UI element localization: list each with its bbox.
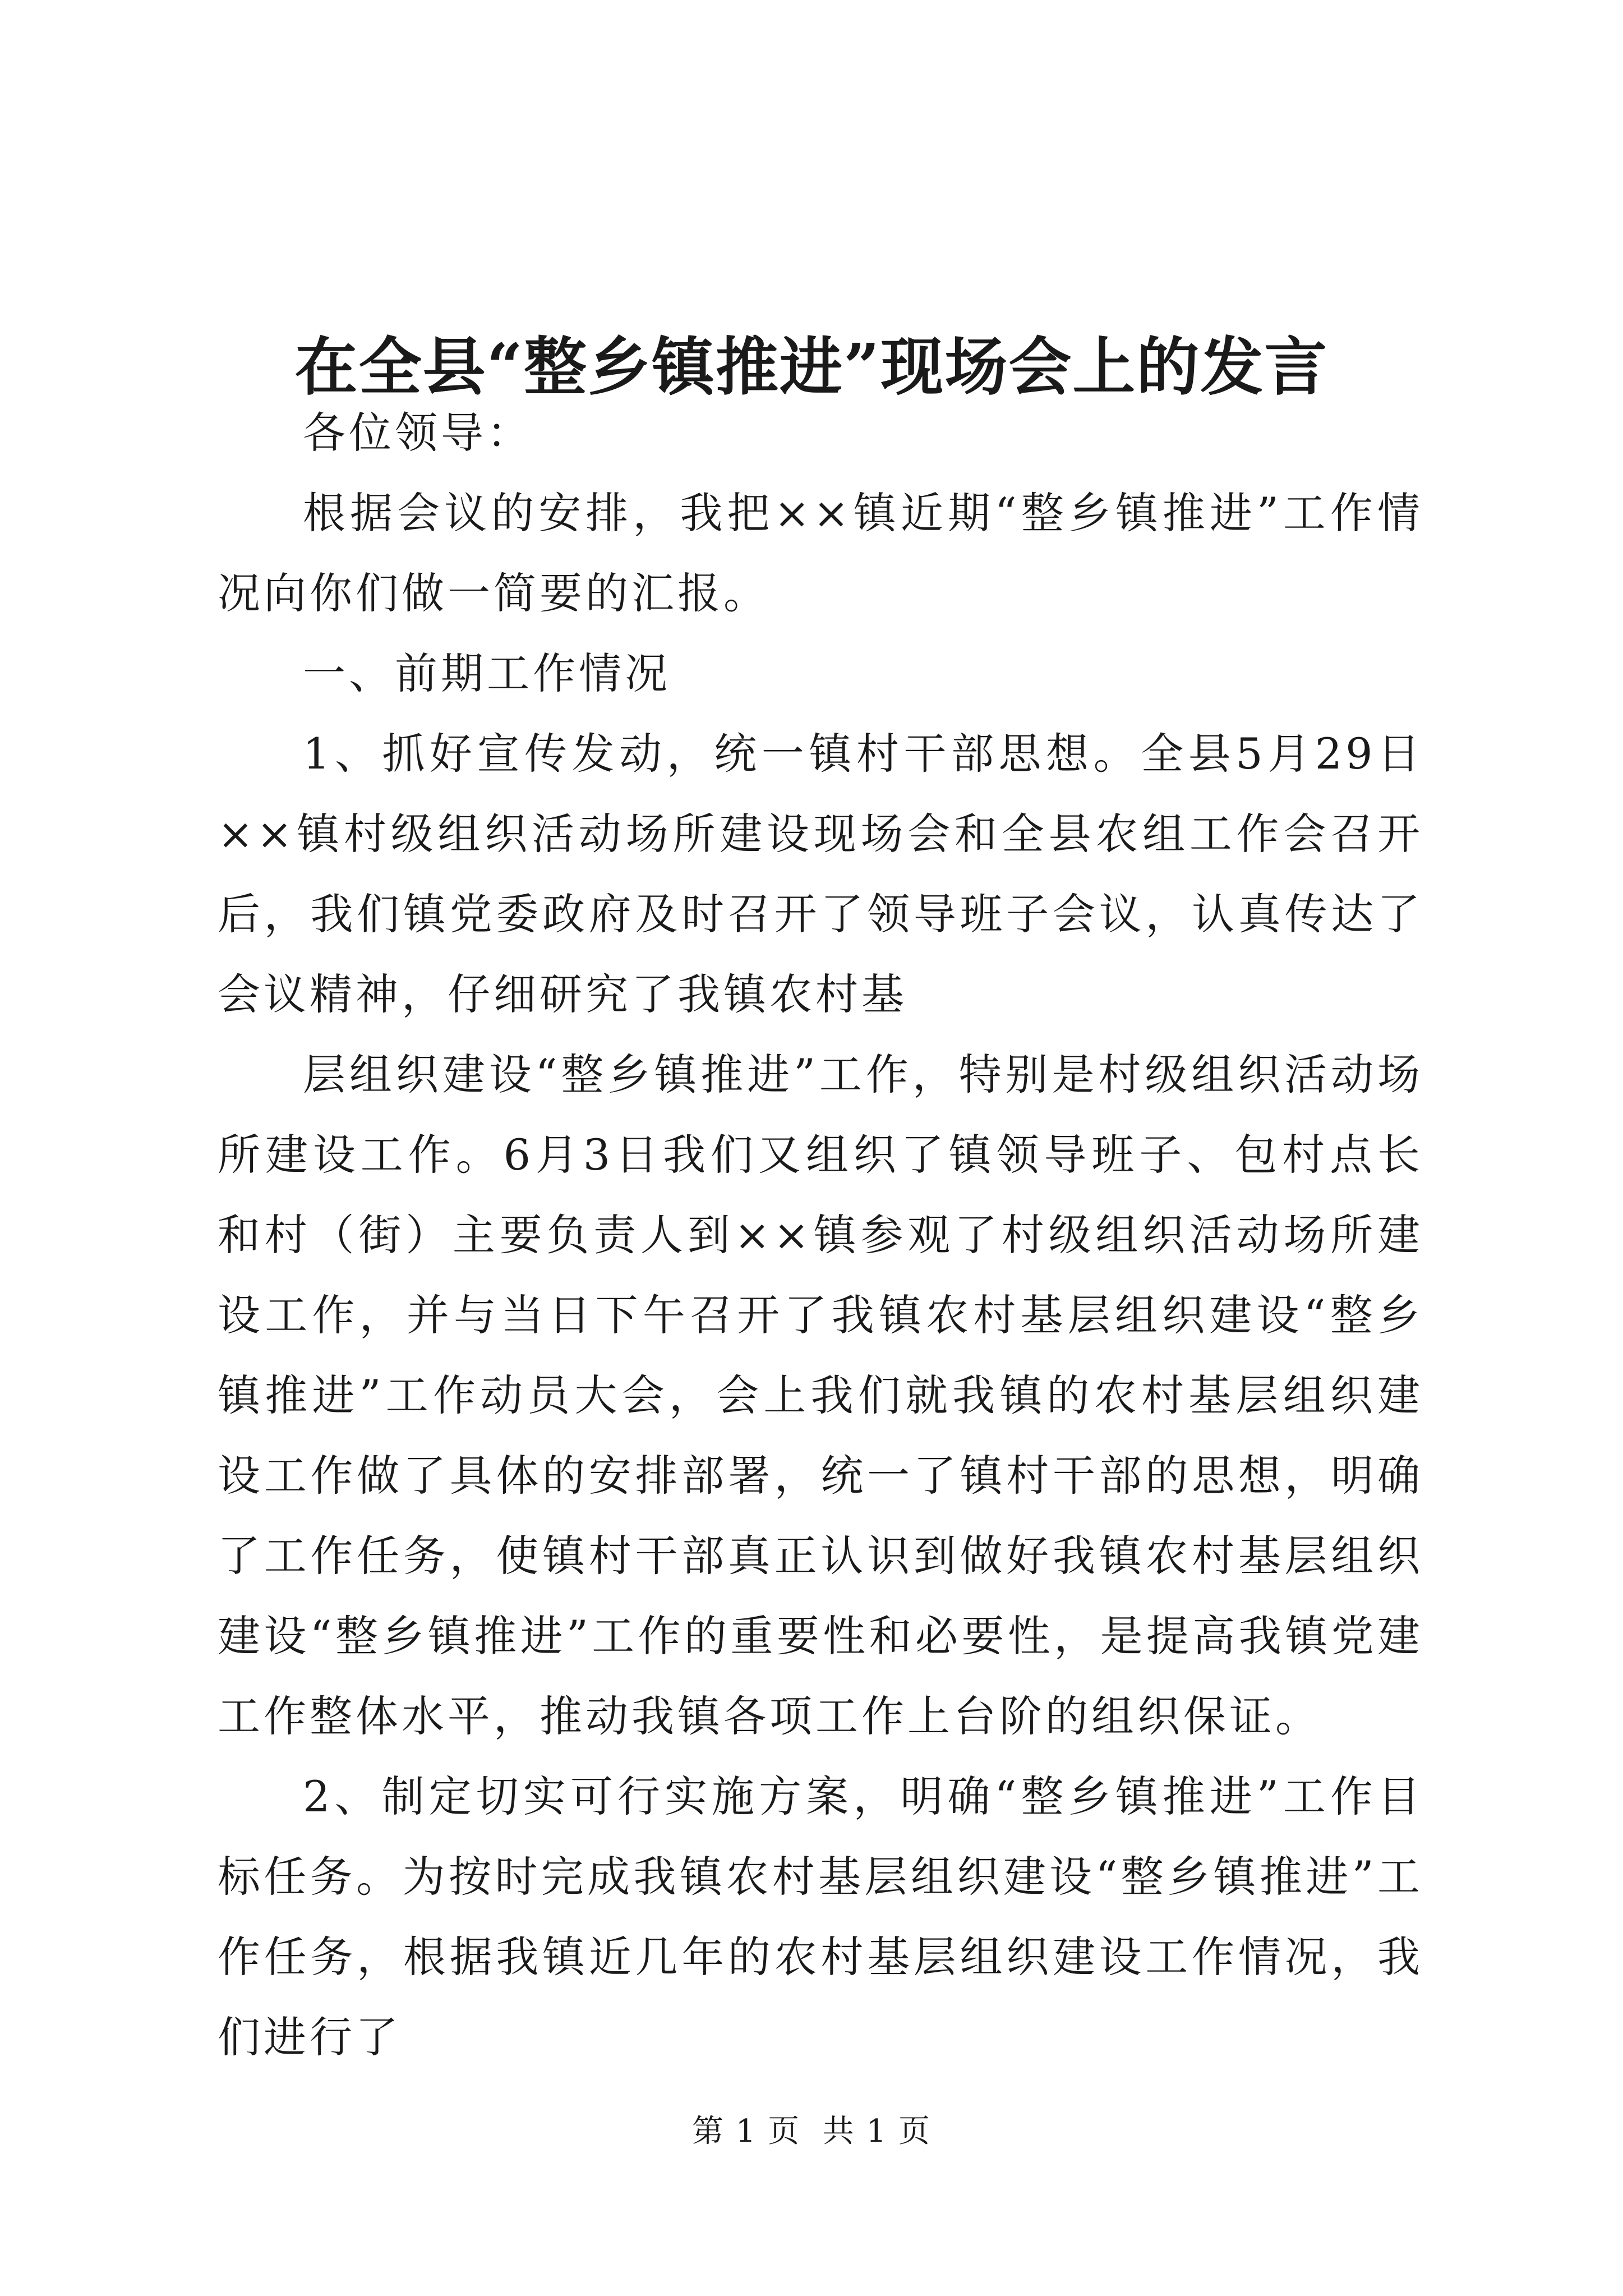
paragraph-intro: 根据会议的安排，我把××镇近期“整乡镇推进”工作情况向你们做一简要的汇报。 [218, 488, 1423, 618]
page-number-label: 第 1 页 共 1 页 [691, 2113, 932, 2150]
section-heading: 一、前期工作情况 [303, 648, 671, 698]
paragraph-salutation: 各位领导： [303, 408, 533, 458]
document-title: 在全县“整乡镇推进”现场会上的发言 [294, 330, 1329, 404]
paragraph-item-1: 1、抓好宣传发动，统一镇村干部思想。全县5月29日××镇村级组织活动场所建设现场会和全县农组工作会召开后，我们镇党委政府及时召开了领导班子会议，认真传达了会议精神，仔细研究了我镇农村基 [218, 729, 1423, 1019]
paragraph-item-2: 2、制定切实可行实施方案，明确“整乡镇推进”工作目标任务。为按时完成我镇农村基层组织建设“整乡镇推进”工作任务，根据我镇近几年的农村基层组织建设工作情况，我们进行了 [218, 1772, 1423, 2062]
document-body [218, 393, 1423, 2077]
page-footer [0, 2109, 1623, 2154]
paragraph-item-1-continued: 层组织建设“整乡镇推进”工作，特别是村级组织活动场所建设工作。6月3日我们又组织了镇领导班子、包村点长和村（街）主要负责人到××镇参观了村级组织活动场所建设工作，并与当日下午召开了我镇农村基层组织建设“整乡镇推进”工作动员大会，会上我们就我镇的农村基层组织建设工作做了具体的安排部署，统一了镇村干部的思想，明确了工作任务，使镇村干部真正认识到做好我镇农村基层组织建设“整乡镇推进”工作的重要性和必要性，是提高我镇党建工作整体水平，推动我镇各项工作上台阶的组织保证。 [218, 1050, 1423, 1741]
